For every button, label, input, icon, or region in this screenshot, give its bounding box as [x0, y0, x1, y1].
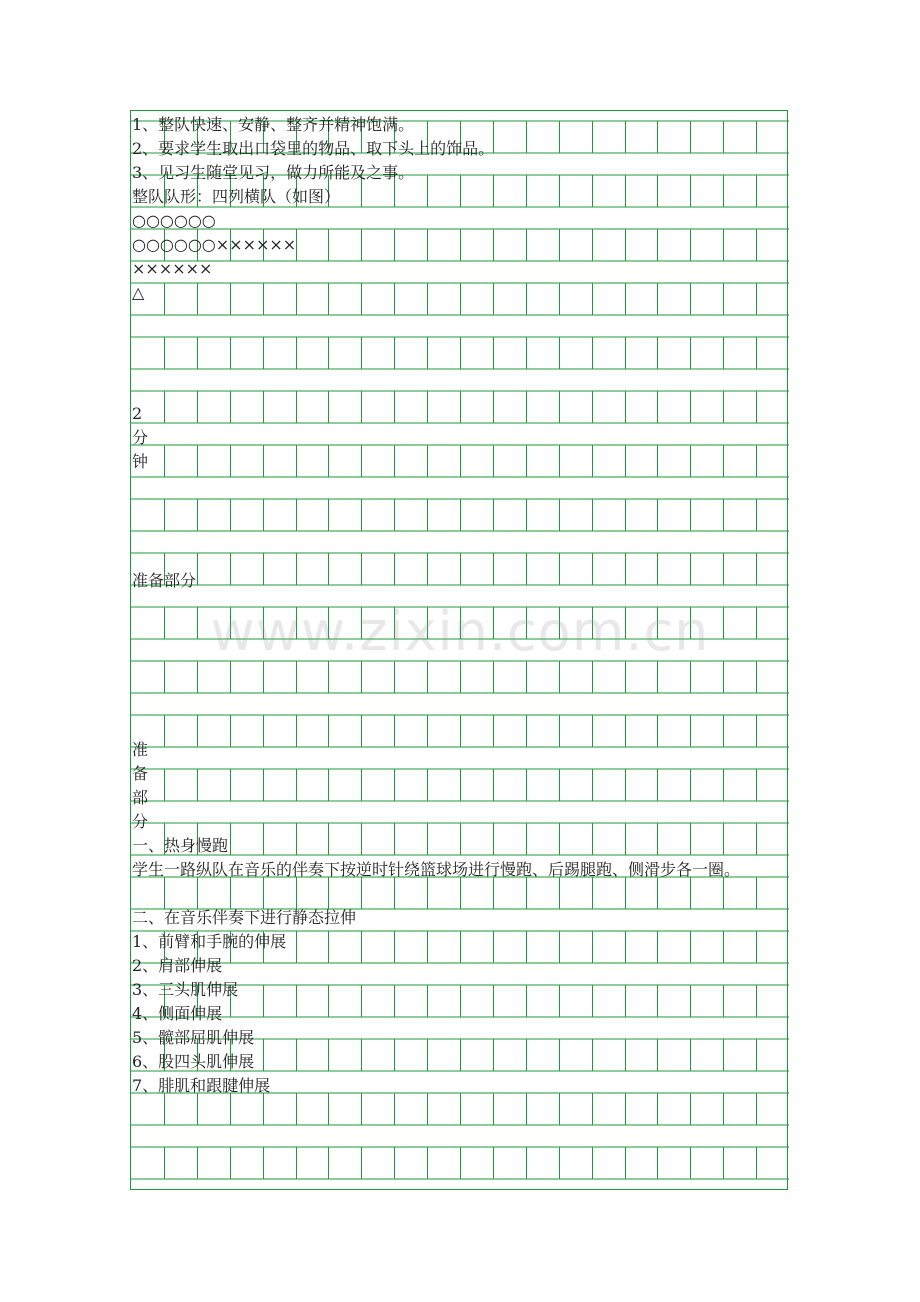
formation-row: ×××××× [132, 259, 213, 278]
warmup-description: 学生一路纵队在音乐的伴奏下按逆时针绕篮球场进行慢跑、后踢腿跑、侧滑步各一圈。 [132, 860, 741, 879]
section-label-vertical: 备 [132, 764, 149, 783]
stretch-item: 7、腓肌和跟腱伸展 [132, 1076, 271, 1095]
text-line: 3、见习生随堂见习，做力所能及之事。 [132, 163, 415, 182]
formation-title: 整队队形：四列横队（如图） [132, 187, 341, 206]
text-line: 1、整队快速、安静、整齐并精神饱满。 [132, 115, 415, 134]
watermark: www.zixin.com.cn [210, 600, 710, 663]
section-label-vertical: 部 [132, 788, 149, 807]
stretch-item: 3、三头肌伸展 [132, 980, 239, 999]
section-label-vertical: 分 [132, 812, 149, 831]
heading-stretch: 二、在音乐伴奏下进行静态拉伸 [132, 908, 357, 927]
time-label: 钟 [132, 452, 149, 471]
stretch-item: 5、髋部屈肌伸展 [132, 1028, 255, 1047]
time-label: 分 [132, 428, 149, 447]
text-line: 2、要求学生取出口袋里的物品、取下头上的饰品。 [132, 139, 495, 158]
section-label: 准备部分 [132, 571, 197, 590]
time-label: 2 [132, 404, 143, 423]
formation-row: ○○○○○○ [132, 211, 216, 230]
stretch-item: 4、侧面伸展 [132, 1004, 223, 1023]
section-label-vertical: 准 [132, 740, 149, 759]
stretch-item: 6、股四头肌伸展 [132, 1052, 255, 1071]
heading-warmup: 一、热身慢跑 [132, 836, 229, 855]
stretch-item: 1、前臂和手腕的伸展 [132, 932, 287, 951]
teacher-mark: △ [132, 283, 145, 302]
stretch-item: 2、肩部伸展 [132, 956, 223, 975]
formation-row: ○○○○○○×××××× [132, 235, 297, 254]
